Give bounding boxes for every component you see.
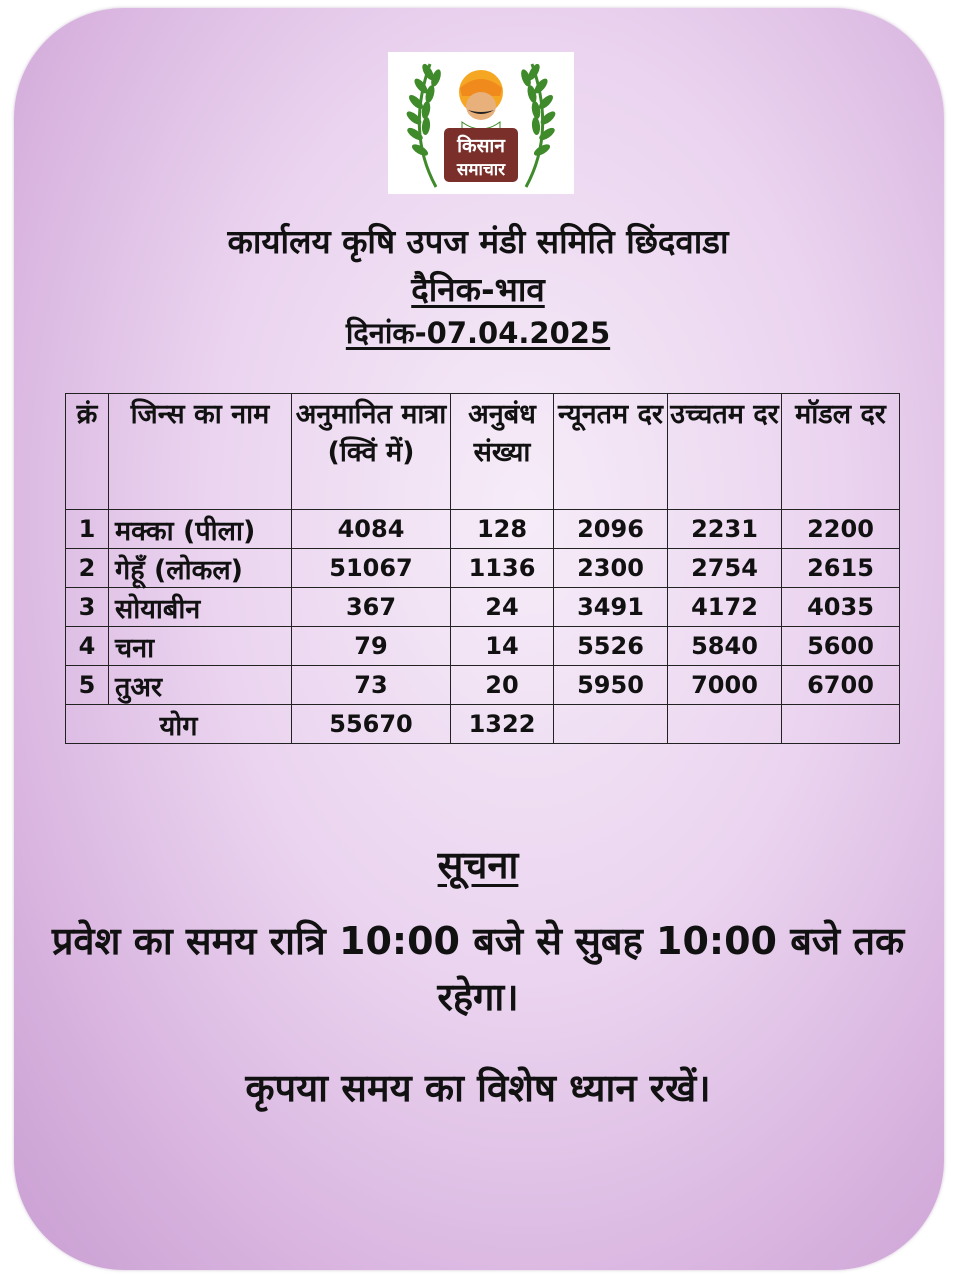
cell-serial: 5 (66, 666, 109, 705)
farmer-icon (460, 79, 502, 130)
cell-serial: 4 (66, 627, 109, 666)
cell-commodity: मक्का (पीला) (109, 510, 292, 549)
table-header-row (66, 394, 900, 510)
cell-contracts: 128 (451, 510, 554, 549)
cell-contracts: 24 (451, 588, 554, 627)
cell-serial: 3 (66, 588, 109, 627)
cell-quantity: 367 (292, 588, 451, 627)
col-header-contracts: अनुबंध संख्या (451, 394, 554, 510)
cell-commodity: गेहूँ (लोकल) (109, 549, 292, 588)
notice-heading: सूचना (437, 843, 519, 887)
cell-quantity: 51067 (292, 549, 451, 588)
cell-min-rate: 3491 (554, 588, 668, 627)
cell-modal-rate: 4035 (782, 588, 900, 627)
cell-min-rate: 5950 (554, 666, 668, 705)
total-empty-cell (554, 705, 668, 744)
logo-graphic (388, 52, 574, 194)
cell-serial: 2 (66, 549, 109, 588)
table-row (66, 549, 900, 588)
cell-modal-rate: 6700 (782, 666, 900, 705)
cell-quantity: 73 (292, 666, 451, 705)
col-header-commodity: जिन्स का नाम (109, 394, 292, 510)
total-empty-cell (668, 705, 782, 744)
cell-max-rate: 2231 (668, 510, 782, 549)
col-header-modal-rate: मॉडल दर (782, 394, 900, 510)
cell-max-rate: 4172 (668, 588, 782, 627)
cell-min-rate: 2096 (554, 510, 668, 549)
col-header-min-rate: न्यूनतम दर (554, 394, 668, 510)
kisan-samachar-logo (388, 52, 574, 194)
cell-max-rate: 2754 (668, 549, 782, 588)
table-row (66, 510, 900, 549)
notice-entry-time: प्रवेश का समय रात्रि 10:00 बजे से सुबह 10:00 बजे तक रहेगा। (51, 919, 905, 1019)
notice-reminder: कृपया समय का विशेष ध्यान रखें। (245, 1066, 711, 1110)
total-contracts: 1322 (451, 705, 554, 744)
table-row (66, 588, 900, 627)
cell-max-rate: 7000 (668, 666, 782, 705)
cell-min-rate: 2300 (554, 549, 668, 588)
cell-serial: 1 (66, 510, 109, 549)
cell-contracts: 20 (451, 666, 554, 705)
col-header-quantity: अनुमानित मात्रा (क्विं में) (292, 394, 451, 510)
cell-min-rate: 5526 (554, 627, 668, 666)
cell-contracts: 1136 (451, 549, 554, 588)
table-total-row (66, 705, 900, 744)
cell-modal-rate: 2615 (782, 549, 900, 588)
col-header-serial: क्रं (66, 394, 109, 510)
total-quantity: 55670 (292, 705, 451, 744)
office-title: कार्यालय कृषि उपज मंडी समिति छिंदवाडा (227, 222, 729, 261)
cell-commodity: तुअर (109, 666, 292, 705)
table-row (66, 666, 900, 705)
logo-text-samachar: समाचार (456, 160, 506, 180)
cell-quantity: 79 (292, 627, 451, 666)
cell-max-rate: 5840 (668, 627, 782, 666)
rates-table (65, 393, 900, 744)
total-label: योग (66, 705, 292, 744)
daily-rate-subtitle: दैनिक-भाव (411, 270, 545, 309)
cell-quantity: 4084 (292, 510, 451, 549)
cell-contracts: 14 (451, 627, 554, 666)
cell-commodity: सोयाबीन (109, 588, 292, 627)
cell-modal-rate: 2200 (782, 510, 900, 549)
total-empty-cell (782, 705, 900, 744)
logo-text-kisan: किसान (457, 135, 505, 157)
col-header-max-rate: उच्चतम दर (668, 394, 782, 510)
date-label: दिनांक-07.04.2025 (345, 316, 611, 350)
table-row (66, 627, 900, 666)
cell-modal-rate: 5600 (782, 627, 900, 666)
cell-commodity: चना (109, 627, 292, 666)
